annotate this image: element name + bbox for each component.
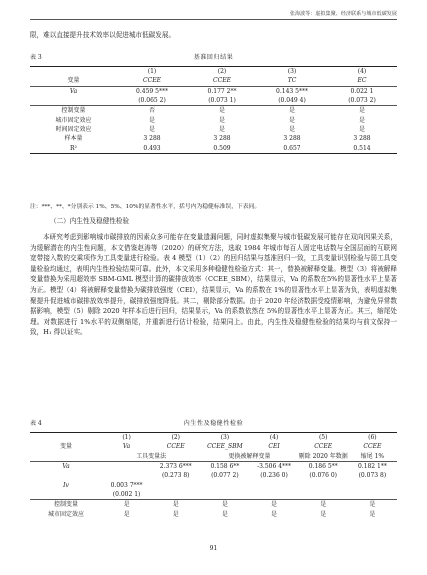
table-cell: [102, 471, 151, 480]
table-cell: 是: [288, 107, 295, 115]
table-cell: 是: [358, 116, 365, 124]
table-row: [30, 134, 397, 143]
table-cell: 是: [320, 510, 327, 518]
table-cell: 0.143 5***: [276, 87, 308, 95]
table-row: [30, 96, 397, 106]
body-paragraph: 本研究考虑到影响城市碳排放的因素众多可能存在变量遗漏问题，同时虚拟集聚与城市低碳发展可能存在双向因果关系，为缓解潜在的内生性问题，本文借鉴赵涛等（2020）的研究方法，选取 1984 年城市每百人固定电话数与全国层面的互联网宽带接入数的交乘项作为工具变量进行检验。表 4 模型（1）（2）的回归结果与基准回归一致，工具变量识别检验与弱工具变量检验均通过，表明内生性检验结果可靠。此外，本文采用多种稳健性检验方式：其一，替换被解释变量。模型（3）将被解释变量替换为采用超效率 SBM-GML 模型计算的碳排放效率（CCEE_SBM），结果显示，Va 的系数在5%的显著性水平上显著为正。模型（4）将被解释变量替换为碳排放强度（CEI），结果显示，Va 的系数在 1%的显著性水平上显著为负，表明虚拟集聚提升促进城市碳排放效率提升，碳排放强度降低。其二，剔除部分数据。由于 2020 年经济数据受疫情影响，为避免异常数据影响，模型（5）剔除 2020 年样本后进行回归，结果显示，Va 的系数依然在 5%的显著性水平上显著为正。其三，缩尾处理。对数据进行 1%水平的双侧缩尾，并重新进行估计检验，结果同上。由此，内生性及稳健性检验的结果均与前文保持一致，H₁ 得以证实。: [30, 233, 397, 337]
table-cell: 是: [221, 510, 228, 518]
table-row: [30, 452, 397, 462]
table3-title: 基准回归结果: [193, 54, 234, 61]
table-row: [30, 143, 397, 153]
table-cell: 0.003 7***: [110, 481, 143, 489]
table-cell: 是: [218, 116, 225, 124]
table-cell: [151, 480, 200, 489]
column-number: (4): [327, 67, 397, 77]
table-cell: (0.049 4): [257, 96, 327, 106]
table-cell: 是: [320, 501, 327, 509]
table-cell: 是: [271, 510, 278, 518]
column-variable: CEI: [268, 443, 280, 451]
column-number: (2): [151, 433, 200, 443]
table-row: [30, 471, 397, 480]
column-variable: CCEE: [166, 443, 185, 451]
row-label: 控制变量: [53, 501, 78, 509]
header-cell: [30, 433, 102, 443]
table-cell: 是: [358, 125, 365, 133]
column-number: (3): [257, 67, 327, 77]
table-cell: 3 288: [353, 135, 371, 143]
table-row: [30, 509, 397, 518]
table4: [30, 432, 397, 519]
table-cell: 0.177 2**: [207, 87, 237, 95]
group-label: 更换被解释变量: [200, 452, 298, 462]
table-cell: 0.459 5***: [136, 87, 168, 95]
table-cell: 是: [123, 510, 130, 518]
table-row: [30, 86, 397, 96]
header-rule: [30, 19, 397, 20]
table-cell: (0.002 1): [102, 490, 151, 500]
table-cell: 0.657: [257, 143, 327, 153]
header-variable: 变量: [59, 443, 72, 451]
table-cell: -3.506 4***: [257, 463, 292, 471]
table-cell: (0.076 0): [309, 472, 337, 480]
column-number: (3): [200, 433, 249, 443]
table-cell: 是: [218, 107, 225, 115]
table-row: [30, 500, 397, 510]
table-cell: 0.158 6**: [210, 463, 240, 471]
table-cell: (0.073 8): [358, 472, 387, 480]
table-cell: (0.065 2): [117, 96, 187, 106]
column-number: (6): [348, 433, 397, 443]
table-cell: 是: [369, 510, 376, 518]
row-label: 城市固定效应: [47, 510, 84, 518]
column-number: (5): [299, 433, 348, 443]
table4-title: 内生性及稳健性检验: [183, 420, 244, 427]
header-cell: [30, 67, 117, 77]
group-label: 工具变量法: [102, 452, 200, 462]
table3-label: 表 3: [30, 54, 42, 61]
column-variable: Va: [122, 443, 131, 451]
table-cell: 是: [218, 125, 225, 133]
table3-caption: [30, 52, 397, 62]
table3: [30, 66, 397, 154]
group-label: 剔除 2020 年数据: [298, 452, 348, 460]
table-cell: [249, 480, 298, 489]
column-number: (1): [102, 433, 151, 443]
table-cell: 是: [369, 501, 376, 509]
table-cell: 否: [148, 107, 155, 115]
row-label: Va: [62, 463, 70, 471]
table-cell: [200, 480, 249, 489]
table-row: [30, 115, 397, 124]
table-row: [30, 106, 397, 116]
column-variable: CCEE: [314, 443, 333, 451]
table-cell: [348, 490, 397, 500]
table-cell: 3 288: [283, 135, 301, 143]
table-cell: 3 288: [143, 135, 161, 143]
table-cell: (0.273 8): [161, 472, 190, 480]
column-variable: CCEE_SBM: [207, 443, 243, 451]
table-cell: 是: [288, 125, 295, 133]
table3-note: 注：***、**、*分别表示 1%、5%、10%的显著性水平，括号内为稳健标准误，下表同。: [30, 204, 261, 210]
table-cell: [348, 480, 397, 489]
table-row: [30, 490, 397, 500]
table-cell: 是: [358, 107, 365, 115]
group-label: 缩尾 1%: [348, 452, 397, 462]
header-variable: 变量: [30, 76, 117, 86]
table-cell: 3 288: [213, 135, 231, 143]
column-number: (2): [187, 67, 257, 77]
table-cell: [299, 480, 348, 489]
table-cell: 是: [271, 501, 278, 509]
table-cell: [249, 490, 298, 500]
row-label: Va: [69, 87, 78, 95]
table-cell: 是: [148, 116, 155, 124]
row-label: 城市固定效应: [55, 116, 92, 124]
table-cell: 是: [148, 125, 155, 133]
row-label: 时间固定效应: [55, 125, 92, 133]
table-cell: [299, 490, 348, 500]
column-number: (4): [249, 433, 298, 443]
table-cell: [102, 461, 151, 471]
table-cell: 是: [288, 116, 295, 124]
column-variable: CCEE: [117, 76, 187, 86]
column-variable: CCEE: [187, 76, 257, 86]
row-label: R²: [30, 143, 117, 153]
table-cell: 0.509: [187, 143, 257, 153]
table-cell: (0.073 2): [327, 96, 397, 106]
table-row: [30, 433, 397, 443]
page-number: 91: [209, 545, 218, 552]
table-cell: (0.077 2): [211, 472, 239, 480]
row-label: Iv: [63, 481, 69, 489]
table-cell: 0.493: [117, 143, 187, 153]
table4-label: 表 4: [30, 420, 42, 427]
table-cell: 2.373 6***: [159, 463, 192, 471]
column-variable: CCEE: [363, 443, 382, 451]
running-head: 张海波等：虚拟集聚、经济联系与城市低碳发展: [289, 11, 397, 17]
table-cell: (0.073 1): [187, 96, 257, 106]
table-cell: 是: [172, 510, 179, 518]
row-label: 控制变量: [61, 107, 86, 115]
column-variable: TC: [257, 76, 327, 86]
table-cell: [200, 490, 249, 500]
table4-caption: [30, 418, 397, 428]
header-cell: [30, 452, 102, 462]
section-heading: （二）内生性及稳健性检验: [50, 217, 130, 225]
row-label: [30, 490, 102, 500]
table-row: [30, 480, 397, 489]
table-cell: 是: [172, 501, 179, 509]
row-label: [30, 96, 117, 106]
table-cell: 是: [221, 501, 228, 509]
table-row: [30, 67, 397, 77]
table-row: [30, 442, 397, 451]
table-row: [30, 461, 397, 471]
table-row: [30, 125, 397, 134]
table-cell: [151, 490, 200, 500]
table-cell: 0.182 1**: [357, 463, 387, 471]
table-cell: 0.022 1: [350, 87, 374, 95]
row-label: 样本量: [64, 135, 83, 143]
column-number: (1): [117, 67, 187, 77]
table-cell: 0.186 5**: [308, 463, 338, 471]
table-cell: 是: [123, 501, 130, 509]
table-cell: 0.514: [327, 143, 397, 153]
table-row: [30, 76, 397, 86]
column-variable: EC: [327, 76, 397, 86]
table-cell: (0.236 0): [260, 472, 288, 480]
intro-line: 限，难以直接提升技术效率以促进城市低碳发展。: [30, 31, 176, 39]
row-label: [30, 471, 102, 480]
